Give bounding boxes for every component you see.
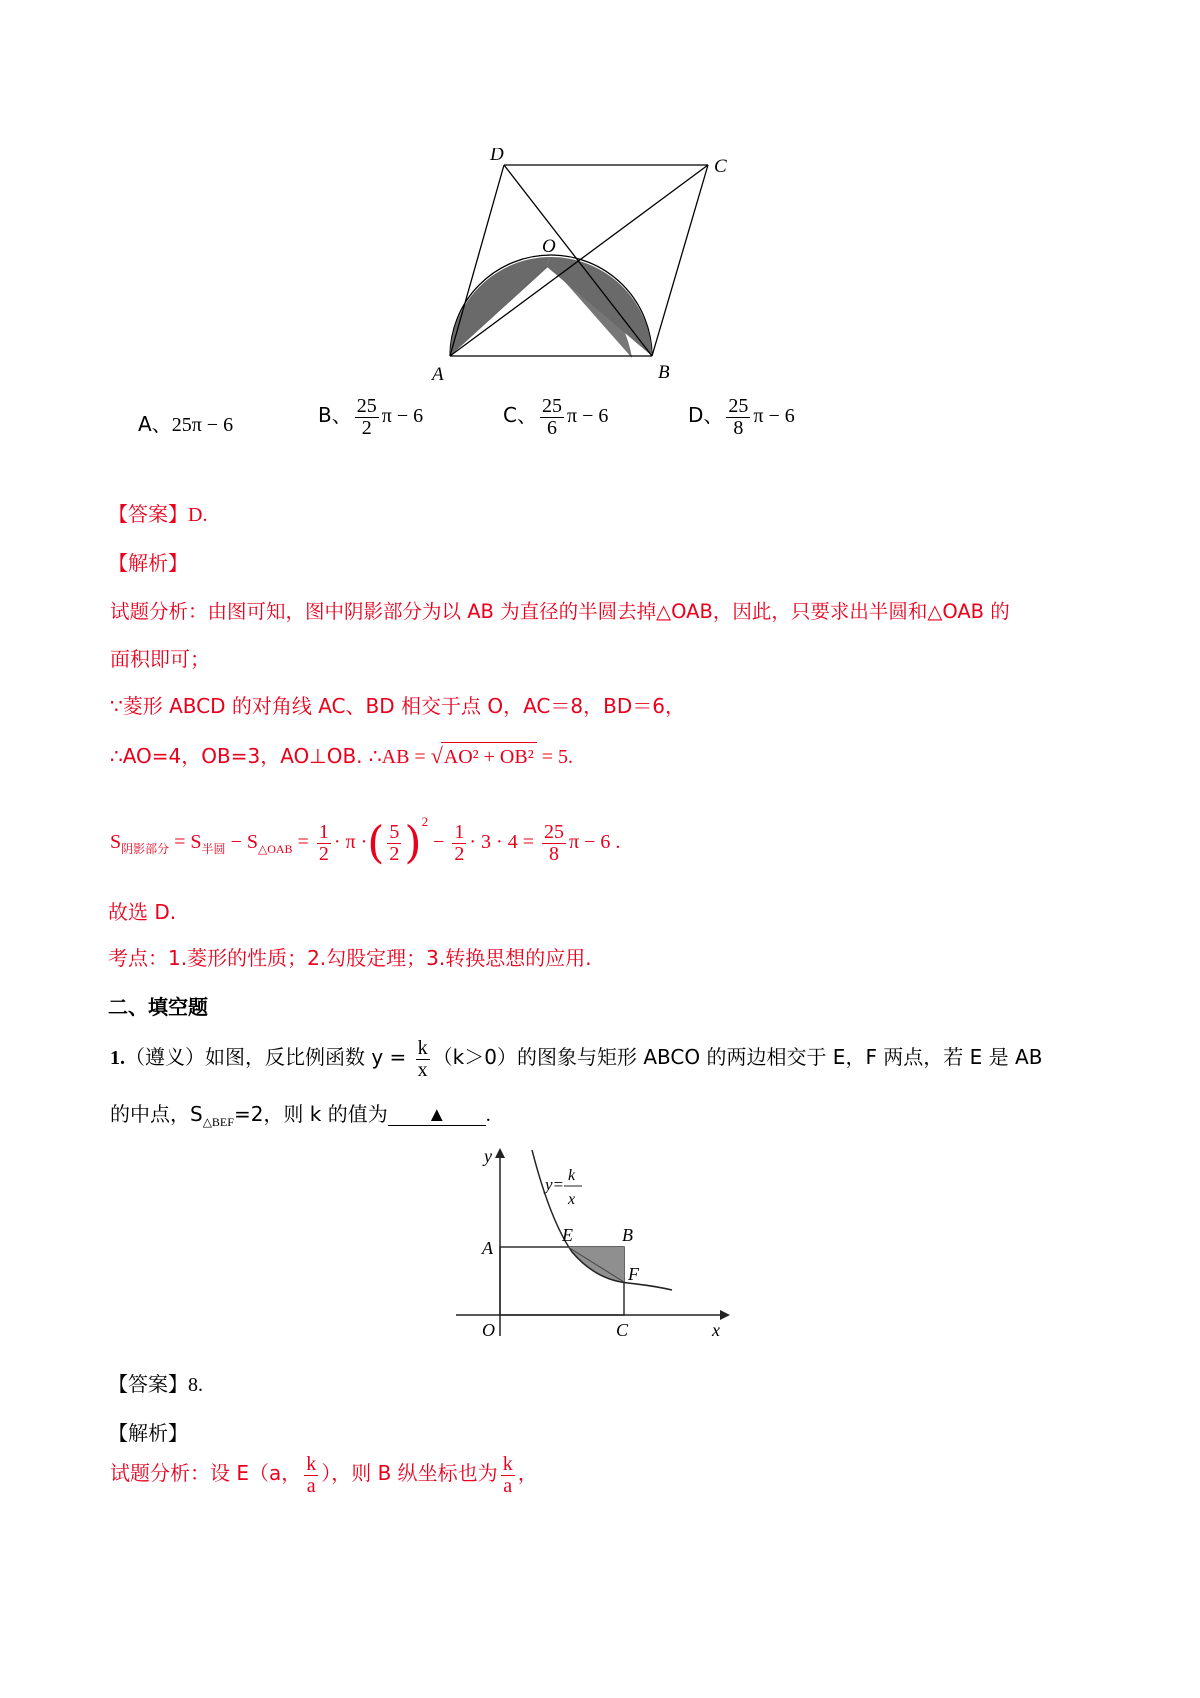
label-b: B — [658, 362, 670, 383]
answer-blank: ▲ — [388, 1105, 486, 1126]
f-pi: · π · — [333, 831, 368, 853]
a2-k2: k — [502, 1453, 513, 1475]
q1-pre: （遵义）如图，反比例函数 y = — [125, 1045, 413, 1070]
label-y: y — [484, 1146, 492, 1166]
area-formula: $S_{阴影部分} = S_{半圆} - S_{\triangle OAB}$ = $\frac{1}{2}$ · π ·( $\frac{5}{2}$ )$^2$ − $\frac{1}{2}$ · 3 · 4 = $\frac{25}{8}$ π − 6 . — [110, 814, 621, 869]
f-res-tail: π − 6 . — [568, 831, 621, 853]
label-x: x — [712, 1320, 720, 1340]
a2-mid: ），则 B 纵坐标也为 — [321, 1461, 498, 1486]
side-cb — [652, 165, 708, 356]
hyperbola-figure — [450, 1140, 730, 1340]
q1-line2-post: =2，则 k 的值为 — [233, 1102, 388, 1126]
a2-pre: 试题分析：设 E（a， — [110, 1461, 302, 1486]
answer-1-tag: 【答案】 — [108, 502, 188, 526]
f-prod: · 3 · 4 = — [469, 831, 539, 853]
option-d-tail: π − 6 — [753, 405, 795, 428]
label-c: C — [714, 156, 727, 177]
a2-a: a — [306, 1475, 316, 1497]
option-d-num: 25 — [728, 395, 749, 417]
option-c-tail: π − 6 — [566, 405, 609, 428]
label-b2: B — [622, 1225, 633, 1245]
option-c — [503, 396, 608, 439]
f-five-den: 2 — [389, 842, 400, 865]
f-half-num: 1 — [318, 820, 329, 843]
label-a: A — [432, 364, 444, 385]
f-res-den: 8 — [548, 842, 559, 865]
option-c-den: 6 — [546, 417, 557, 439]
f-half2-den: 2 — [454, 842, 465, 865]
analysis-1-line2: 面积即可； — [110, 647, 210, 671]
option-b-label: B、 — [318, 403, 352, 428]
analysis-1-line4 — [110, 742, 573, 771]
analysis-1-line3: ∵菱形 ABCD 的对角线 AC、BD 相交于点 O，AC＝8，BD＝6， — [110, 694, 685, 718]
label-a2: A — [482, 1238, 493, 1258]
shade-fill-right — [546, 257, 652, 356]
y-arrow — [495, 1148, 505, 1158]
label-o2: O — [482, 1320, 495, 1340]
answer-2-tag: 【答案】 — [108, 1372, 188, 1396]
answer-1-value: D. — [188, 504, 208, 526]
line4-tail: = 5. — [536, 746, 573, 768]
x-arrow — [720, 1310, 730, 1320]
option-a — [138, 410, 233, 439]
f-minus2: − — [428, 831, 450, 853]
f-half-den: 2 — [318, 842, 329, 865]
shade-fill-left — [450, 257, 550, 356]
option-b-num: 25 — [356, 395, 377, 417]
curve-label-x: x — [568, 1191, 576, 1208]
f-sub-shadow: 阴影部分 — [121, 842, 170, 856]
curve-label-k: k — [568, 1167, 576, 1184]
f-minus: − S — [225, 831, 258, 853]
q1-x: x — [417, 1059, 428, 1081]
line4-pre: ∴AO=4，OB=3，AO⊥OB. ∴ — [110, 744, 382, 768]
line4-sqrt: AO² + OB² — [441, 742, 537, 771]
option-c-num: 25 — [541, 395, 562, 417]
option-c-label: C、 — [503, 403, 537, 428]
a2-k: k — [306, 1453, 317, 1475]
f-s: S — [110, 831, 122, 853]
q1-post: （k＞0）的图象与矩形 ABCO 的两边相交于 E，F 两点，若 E 是 AB — [432, 1045, 1043, 1070]
a2-end: ， — [517, 1461, 538, 1486]
line4-ab: AB = — [381, 746, 431, 768]
q1-line2-sub: △BEF — [202, 1115, 234, 1129]
label-e: E — [562, 1225, 573, 1245]
f-eq2: = — [292, 831, 314, 853]
kaodian-line: 考点：1.菱形的性质；2.勾股定理；3.转换思想的应用. — [108, 946, 592, 970]
f-eq1: = S — [169, 831, 202, 853]
analysis-1-line1: 试题分析：由图可知，图中阴影部分为以 AB 为直径的半圆去掉△OAB，因此，只要求出半圆和△OAB 的 — [110, 600, 1010, 623]
analysis-1-tag: 【解析】 — [108, 551, 188, 575]
f-sub-semicircle: 半圆 — [201, 842, 226, 856]
analysis-2-tag: 【解析】 — [108, 1421, 188, 1445]
f-sub-triangle: △OAB — [257, 842, 293, 856]
a2-a2: a — [503, 1475, 513, 1497]
option-d-label: D、 — [688, 403, 724, 428]
f-five-num: 5 — [389, 820, 400, 843]
label-f: F — [628, 1264, 639, 1284]
choose-line: 故选 D. — [108, 900, 177, 924]
question-1-line1 — [110, 1038, 1042, 1081]
curve-label-y: y= — [545, 1175, 565, 1194]
answer-1 — [108, 500, 207, 529]
option-b-den: 2 — [361, 417, 372, 439]
option-a-text: 25π − 6 — [171, 414, 234, 436]
option-d-den: 8 — [733, 417, 744, 439]
section-title: 二、填空题 — [108, 995, 208, 1019]
q1-k: k — [417, 1037, 428, 1059]
label-o: O — [542, 236, 556, 257]
question-1-line2 — [110, 1100, 491, 1136]
f-half2-num: 1 — [454, 820, 465, 843]
option-b — [318, 396, 423, 439]
answer-2 — [108, 1370, 203, 1399]
f-square: 2 — [421, 814, 429, 829]
analysis-2-line1 — [110, 1454, 538, 1497]
option-b-tail: π − 6 — [381, 405, 424, 428]
option-a-label: A、 — [138, 412, 172, 436]
f-res-num: 25 — [543, 820, 564, 843]
question-number: 1. — [110, 1047, 125, 1070]
option-d — [688, 396, 795, 439]
sqrt-sign: √ — [430, 743, 443, 768]
q1-end: . — [485, 1104, 491, 1126]
rhombus-figure — [420, 148, 760, 408]
label-d: D — [490, 148, 504, 165]
diagonal-ac — [450, 165, 708, 356]
answer-2-value: 8. — [188, 1374, 203, 1396]
label-c2: C — [616, 1320, 629, 1340]
q1-line2-pre: 的中点，S — [110, 1102, 203, 1126]
